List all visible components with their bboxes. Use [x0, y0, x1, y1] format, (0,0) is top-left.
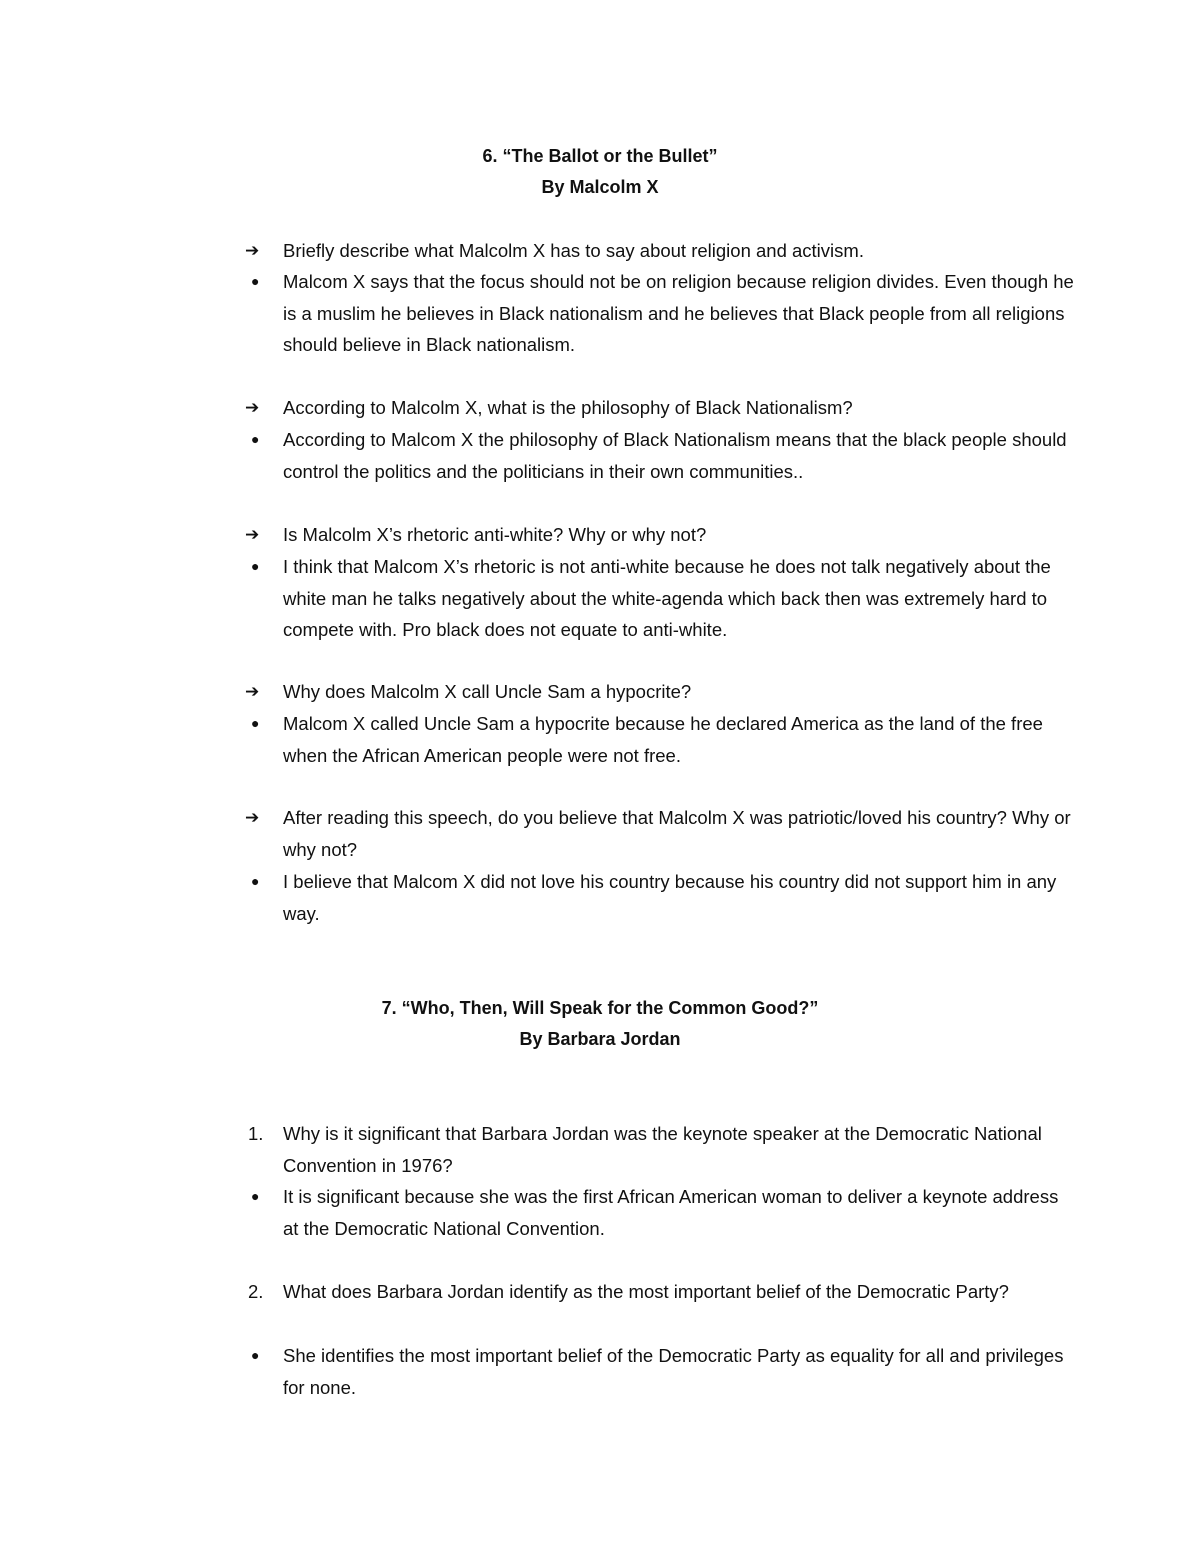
answer-text: I believe that Malcom X did not love his country because his country did not support him in any way. [283, 871, 1057, 924]
question-text: Why does Malcolm X call Uncle Sam a hypocrite? [283, 681, 692, 702]
question-item [245, 1118, 1075, 1181]
list-number: 1. [248, 1123, 264, 1144]
arrow-bullet-icon: ➔ [245, 398, 260, 417]
arrow-bullet-icon: ➔ [245, 241, 260, 260]
answer-item [245, 551, 1075, 646]
answer-text: She identifies the most important belief of the Democratic Party as equality for all and privileges for none. [283, 1345, 1064, 1398]
question-item [245, 392, 1075, 424]
question-item [245, 802, 1075, 865]
answer-item [245, 424, 1075, 487]
dot-bullet-icon: ● [251, 273, 260, 289]
question-text: After reading this speech, do you believe that Malcolm X was patriotic/loved his country? Why or why not? [283, 807, 1071, 860]
answer-item [245, 266, 1075, 361]
answer-item [245, 1181, 1075, 1244]
answer-text: Malcom X called Uncle Sam a hypocrite because he declared America as the land of the free when the African American people were not free. [283, 713, 1043, 766]
question-text: Is Malcolm X’s rhetoric anti-white? Why or why not? [283, 524, 707, 545]
answer-item [245, 708, 1075, 771]
dot-bullet-icon: ● [251, 873, 260, 889]
question-text: What does Barbara Jordan identify as the most important belief of the Democratic Party? [283, 1281, 1009, 1302]
answer-text: According to Malcom X the philosophy of Black Nationalism means that the black people should control the politics and the politicians in their own communities.. [283, 429, 1067, 482]
dot-bullet-icon: ● [251, 1188, 260, 1204]
answer-text: I think that Malcom X’s rhetoric is not anti-white because he does not talk negatively about the white man he talks negatively about the white-agenda which back then was extremely hard to compete with. Pro black does not equate to anti-white. [283, 556, 1051, 640]
answer-item [245, 866, 1075, 929]
question-text: Briefly describe what Malcolm X has to say about religion and activism. [283, 240, 864, 261]
question-item [245, 676, 1075, 708]
question-text: According to Malcolm X, what is the philosophy of Black Nationalism? [283, 397, 853, 418]
question-item [245, 519, 1075, 551]
answer-text: It is significant because she was the first African American woman to deliver a keynote address at the Democratic National Convention. [283, 1186, 1059, 1239]
section-7-title: 7. “Who, Then, Will Speak for the Common Good?” [381, 998, 819, 1018]
answer-item [245, 1340, 1075, 1403]
section-7-author: By Barbara Jordan [519, 1029, 681, 1049]
list-number: 2. [248, 1281, 264, 1302]
section-6-author: By Malcolm X [541, 177, 659, 197]
dot-bullet-icon: ● [251, 558, 260, 574]
question-item [245, 1276, 1075, 1308]
dot-bullet-icon: ● [251, 431, 260, 447]
arrow-bullet-icon: ➔ [245, 808, 260, 827]
question-item [245, 235, 1075, 267]
dot-bullet-icon: ● [251, 1347, 260, 1363]
question-text: Why is it significant that Barbara Jordan was the keynote speaker at the Democratic National Convention in 1976? [283, 1123, 1042, 1176]
arrow-bullet-icon: ➔ [245, 682, 260, 701]
answer-text: Malcom X says that the focus should not be on religion because religion divides. Even though he is a muslim he believes in Black nationalism and he believes that Black people from all religions should believe in Black nationalism. [283, 271, 1074, 355]
section-6-title: 6. “The Ballot or the Bullet” [482, 146, 718, 166]
dot-bullet-icon: ● [251, 715, 260, 731]
arrow-bullet-icon: ➔ [245, 525, 260, 544]
